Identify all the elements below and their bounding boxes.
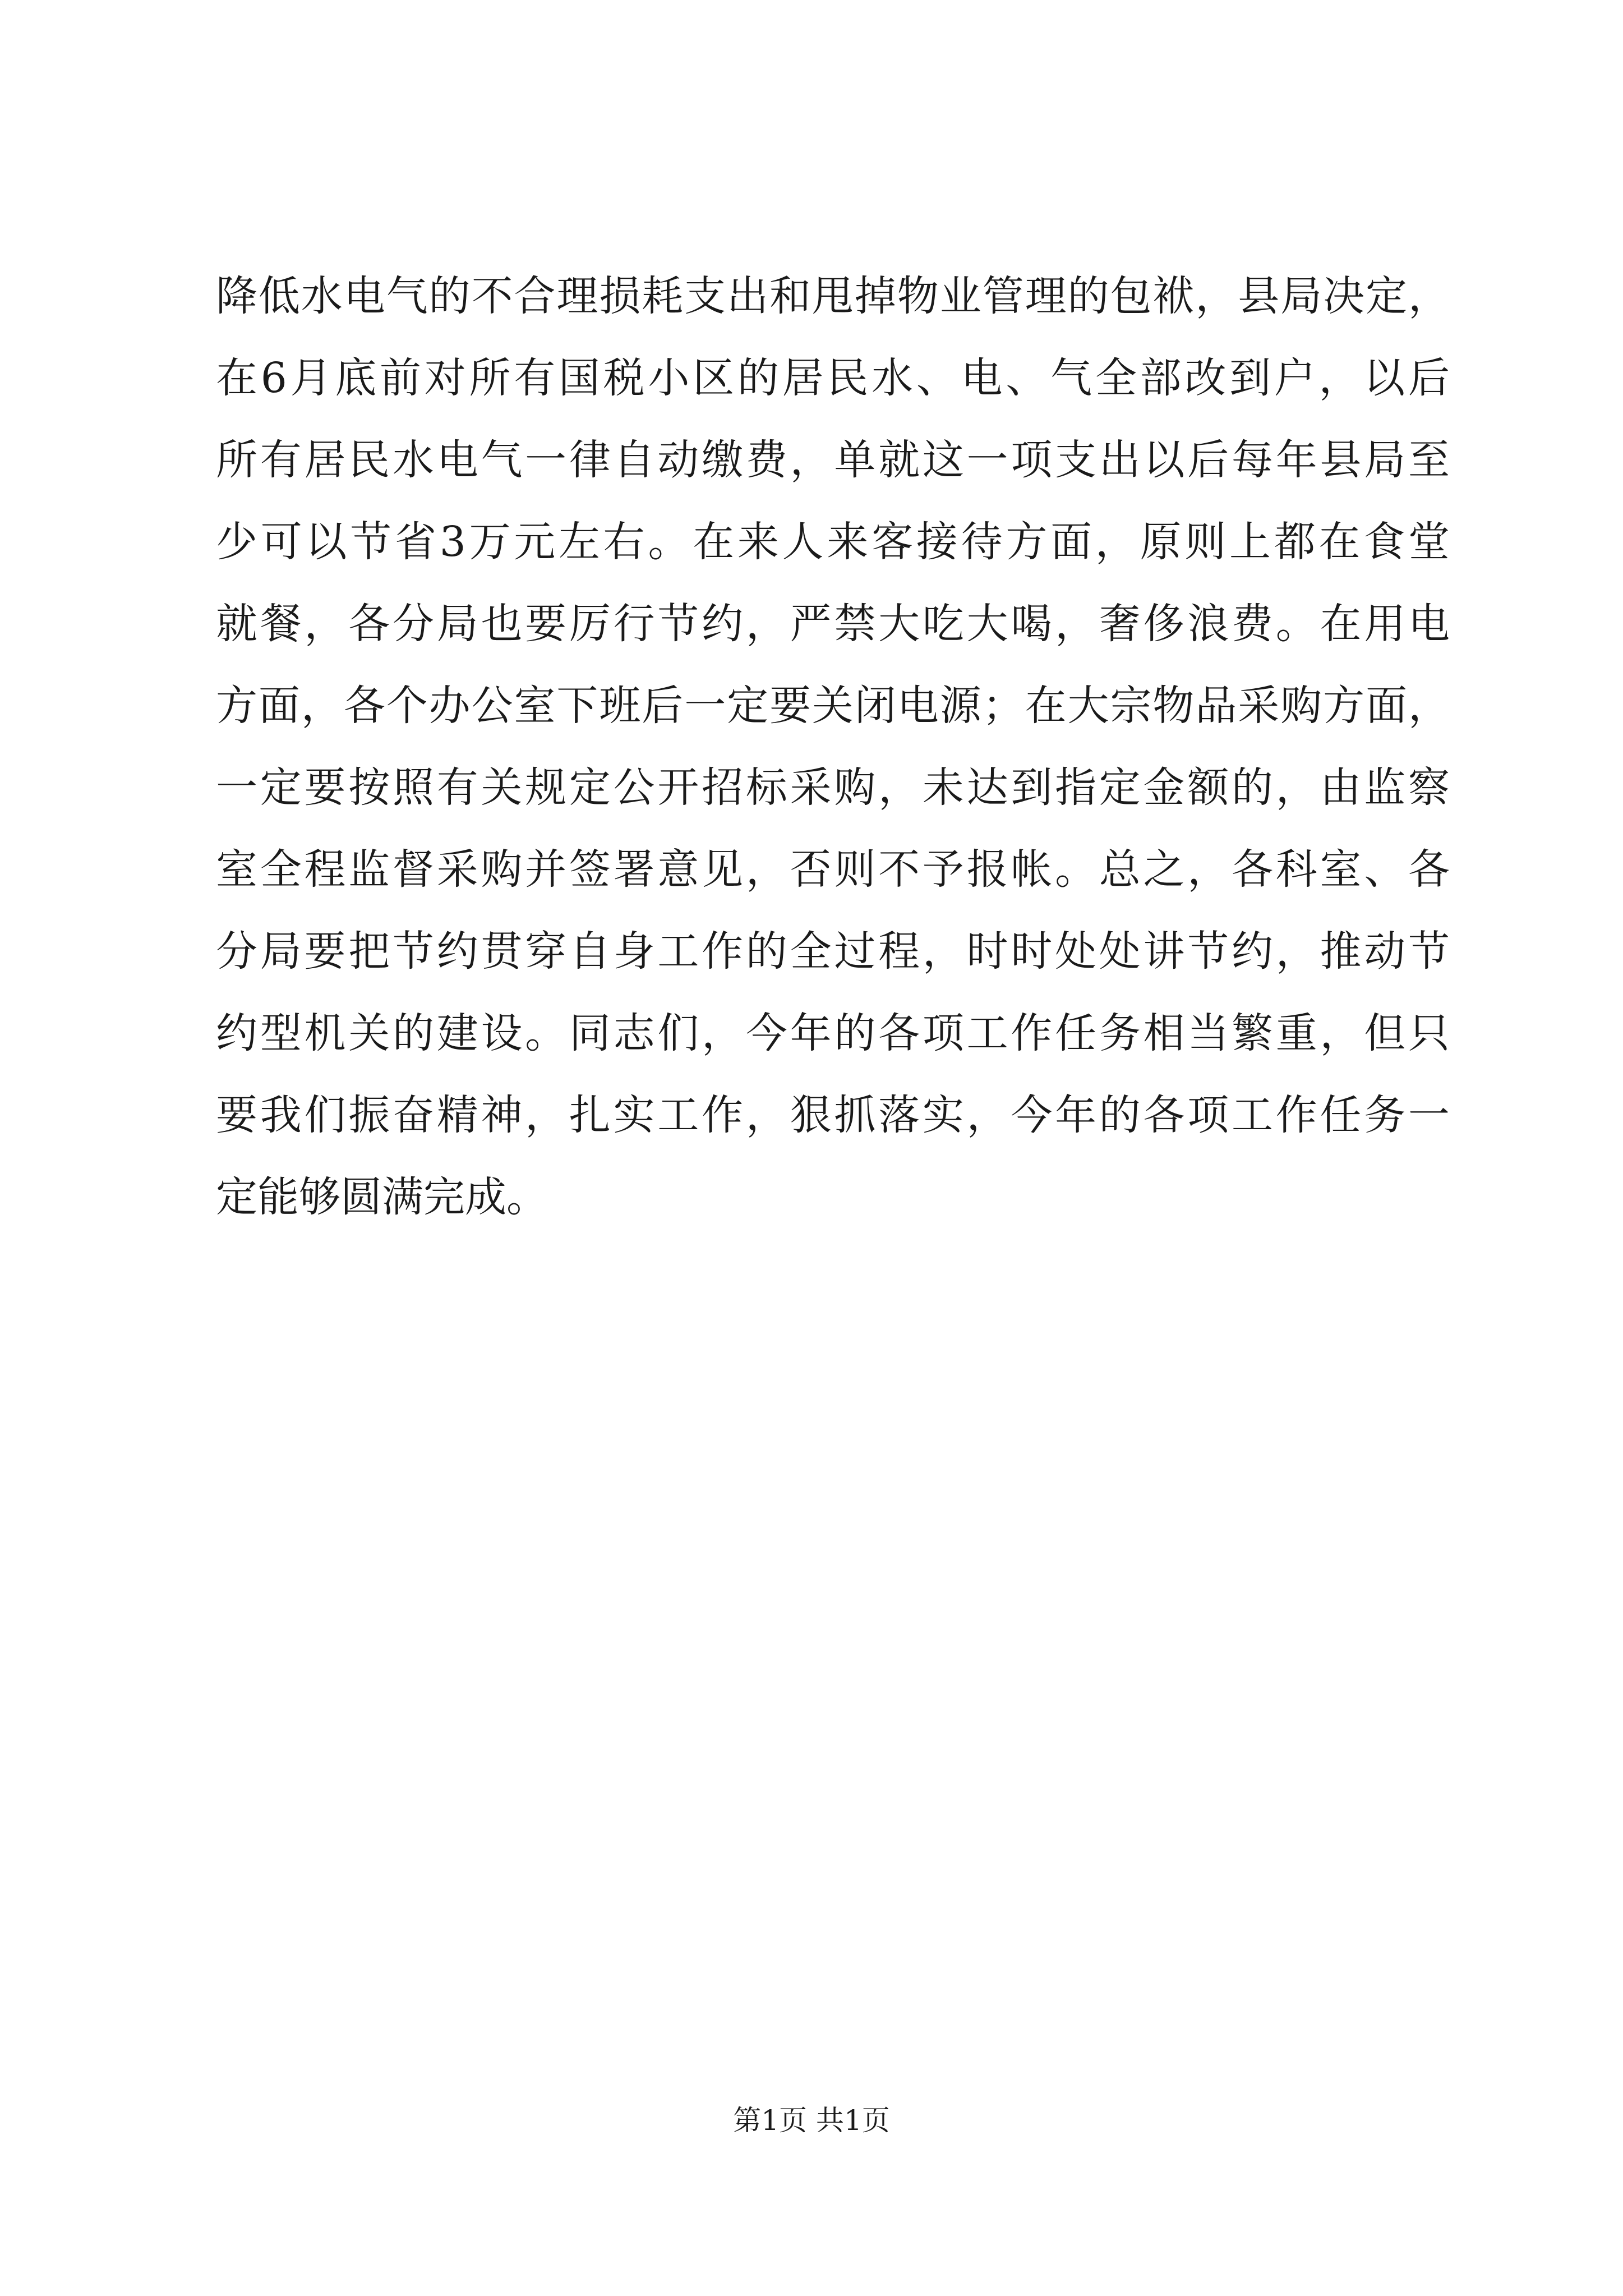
page-number-footer: 第1页 共1页 — [733, 2104, 890, 2137]
text-line: 少可以节省3万元左右。在来人来客接待方面，原则上都在食堂 — [216, 518, 1450, 566]
body-paragraph — [216, 255, 1450, 1238]
text-line: 降低水电气的不合理损耗支出和甩掉物业管理的包袱，县局决定， — [216, 272, 1450, 320]
text-line: 在6月底前对所有国税小区的居民水、电、气全部改到户，以后 — [216, 354, 1450, 402]
text-line: 就餐，各分局也要厉行节约，严禁大吃大喝，奢侈浪费。在用电 — [216, 600, 1450, 648]
text-line: 一定要按照有关规定公开招标采购，未达到指定金额的，由监察 — [216, 763, 1450, 812]
text-line: 室全程监督采购并签署意见，否则不予报帐。总之，各科室、各 — [216, 845, 1450, 894]
text-line: 分局要把节约贯穿自身工作的全过程，时时处处讲节约，推动节 — [216, 927, 1450, 976]
text-line: 所有居民水电气一律自动缴费，单就这一项支出以后每年县局至 — [216, 436, 1450, 484]
text-line: 定能够圆满完成。 — [216, 1173, 548, 1221]
text-line: 约型机关的建设。同志们，今年的各项工作任务相当繁重，但只 — [216, 1009, 1450, 1057]
text-line: 要我们振奋精神，扎实工作，狠抓落实，今年的各项工作任务一 — [216, 1091, 1450, 1139]
text-line: 方面，各个办公室下班后一定要关闭电源；在大宗物品采购方面， — [216, 682, 1450, 730]
